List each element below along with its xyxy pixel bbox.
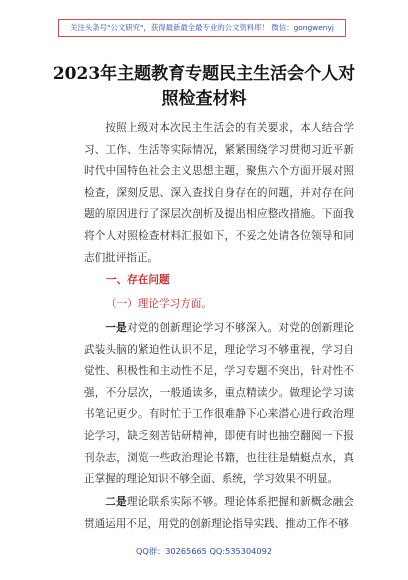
intro-paragraph: 按照上级对本次民主生活会的有关要求，本人结合学习、工作、生活等实际情况，紧紧围绕学习贯彻习近平新时代中国特色社会主义思想主题，聚焦六个方面开展对照检查，深刻反思、深入查找自身存在的问题，并对存在问题的原因进行了深层次剖析及提出相应整改措施。下面我将个人对照检查材料汇报如下，不妥之处请各位领导和同志们批评指正。 xyxy=(84,122,354,264)
promo-banner: 关注头条号"公文研究"，获得最新最全最专业的公文资料库！ 微信：gongwenyj xyxy=(58,19,346,37)
point-2-lead: 二是 xyxy=(105,496,127,508)
section-heading-problems: 一、存在问题 xyxy=(106,274,170,286)
subsection-heading-theory: （一）理论学习方面。 xyxy=(106,298,212,310)
point-1-lead: 一是 xyxy=(105,322,127,334)
title-line-2: 照检查材料 xyxy=(161,89,247,109)
title-line-1: 2023年主题教育专题民主生活会个人对 xyxy=(52,64,356,84)
document-title xyxy=(40,62,368,112)
point-1-paragraph xyxy=(84,318,354,491)
point-2-paragraph xyxy=(84,492,354,536)
point-2-text: 理论联系实际不够。理论体系把握和新概念融会贯通运用不足，用党的创新理论指导实践、推动工作不够 xyxy=(84,496,354,530)
contact-footer: QQ群：30265665 QQ:535304092 xyxy=(135,546,273,556)
point-1-text: 对党的创新理论学习不够深入。对党的创新理论武装头脑的紧迫性认识不足，理论学习不够重视，学习自觉性、积极性和主动性不足，学习专题不突出，针对性不强，不分层次，一般通读多，重点精读少。做理论学习读书笔记更少。有时忙于工作很难静下心来潜心进行政治理论学习，缺乏刻苦钻研精神，即使有时也抽空翻阅一下报刊杂志，浏览一些政治理论书籍，也往往是蜻蜓点水，真正掌握的理论知识不够全面、系统，学习效果不明显。 xyxy=(84,322,354,486)
